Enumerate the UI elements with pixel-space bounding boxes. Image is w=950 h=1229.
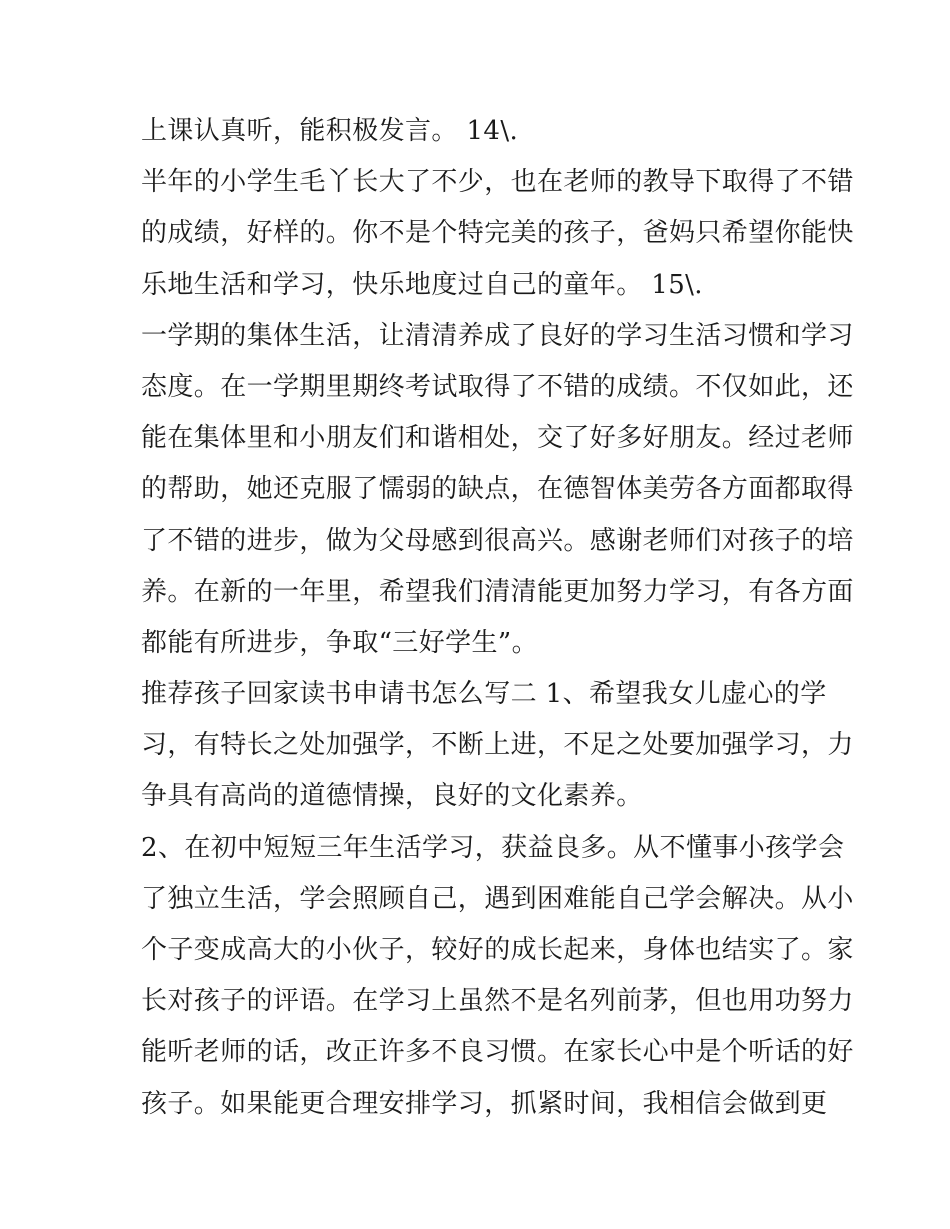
text-line: 乐地生活和学习，快乐地度过自己的童年。 15\.: [141, 269, 703, 300]
text-line: 都能有所进步，争取“三好学生”。: [141, 627, 538, 658]
text-line: 养。在新的一年里，希望我们清清能更加努力学习，有各方面: [141, 576, 854, 607]
text-line: 半年的小学生毛丫长大了不少，也在老师的教导下取得了不错: [141, 167, 854, 198]
text-line: 能在集体里和小朋友们和谐相处，交了好多好朋友。经过老师: [141, 423, 854, 454]
text-line: 态度。在一学期里期终考试取得了不错的成绩。不仅如此，还: [141, 371, 854, 402]
text-line: 能听老师的话，改正许多不良习惯。在家长心中是个听话的好: [141, 1037, 854, 1068]
text-line: 2、在初中短短三年生活学习，获益良多。从不懂事小孩学会: [141, 832, 845, 863]
text-line: 一学期的集体生活，让清清养成了良好的学习生活习惯和学习: [141, 320, 854, 351]
text-line: 了不错的进步，做为父母感到很高兴。感谢老师们对孩子的培: [141, 525, 854, 556]
text-line: 争具有高尚的道德情操，良好的文化素养。: [141, 781, 643, 812]
text-line: 的帮助，她还克服了懦弱的缺点，在德智体美劳各方面都取得: [141, 474, 854, 505]
text-line: 推荐孩子回家读书申请书怎么写二 1、希望我女儿虚心的学: [141, 679, 827, 710]
text-line: 习，有特长之处加强学，不断上进，不足之处要加强学习，力: [141, 730, 854, 761]
text-line: 孩子。如果能更合理安排学习，抓紧时间，我相信会做到更: [141, 1088, 828, 1119]
text-line: 的成绩，好样的。你不是个特完美的孩子，爸妈只希望你能快: [141, 218, 854, 249]
text-line: 长对孩子的评语。在学习上虽然不是名列前茅，但也用功努力: [141, 986, 854, 1017]
text-line: 个子变成高大的小伙子，较好的成长起来，身体也结实了。家: [141, 935, 854, 965]
text-line: 了独立生活，学会照顾自己，遇到困难能自己学会解决。从小: [141, 883, 854, 914]
document-body: [141, 106, 854, 1130]
text-line: 上课认真听，能积极发言。 14\.: [141, 116, 519, 146]
